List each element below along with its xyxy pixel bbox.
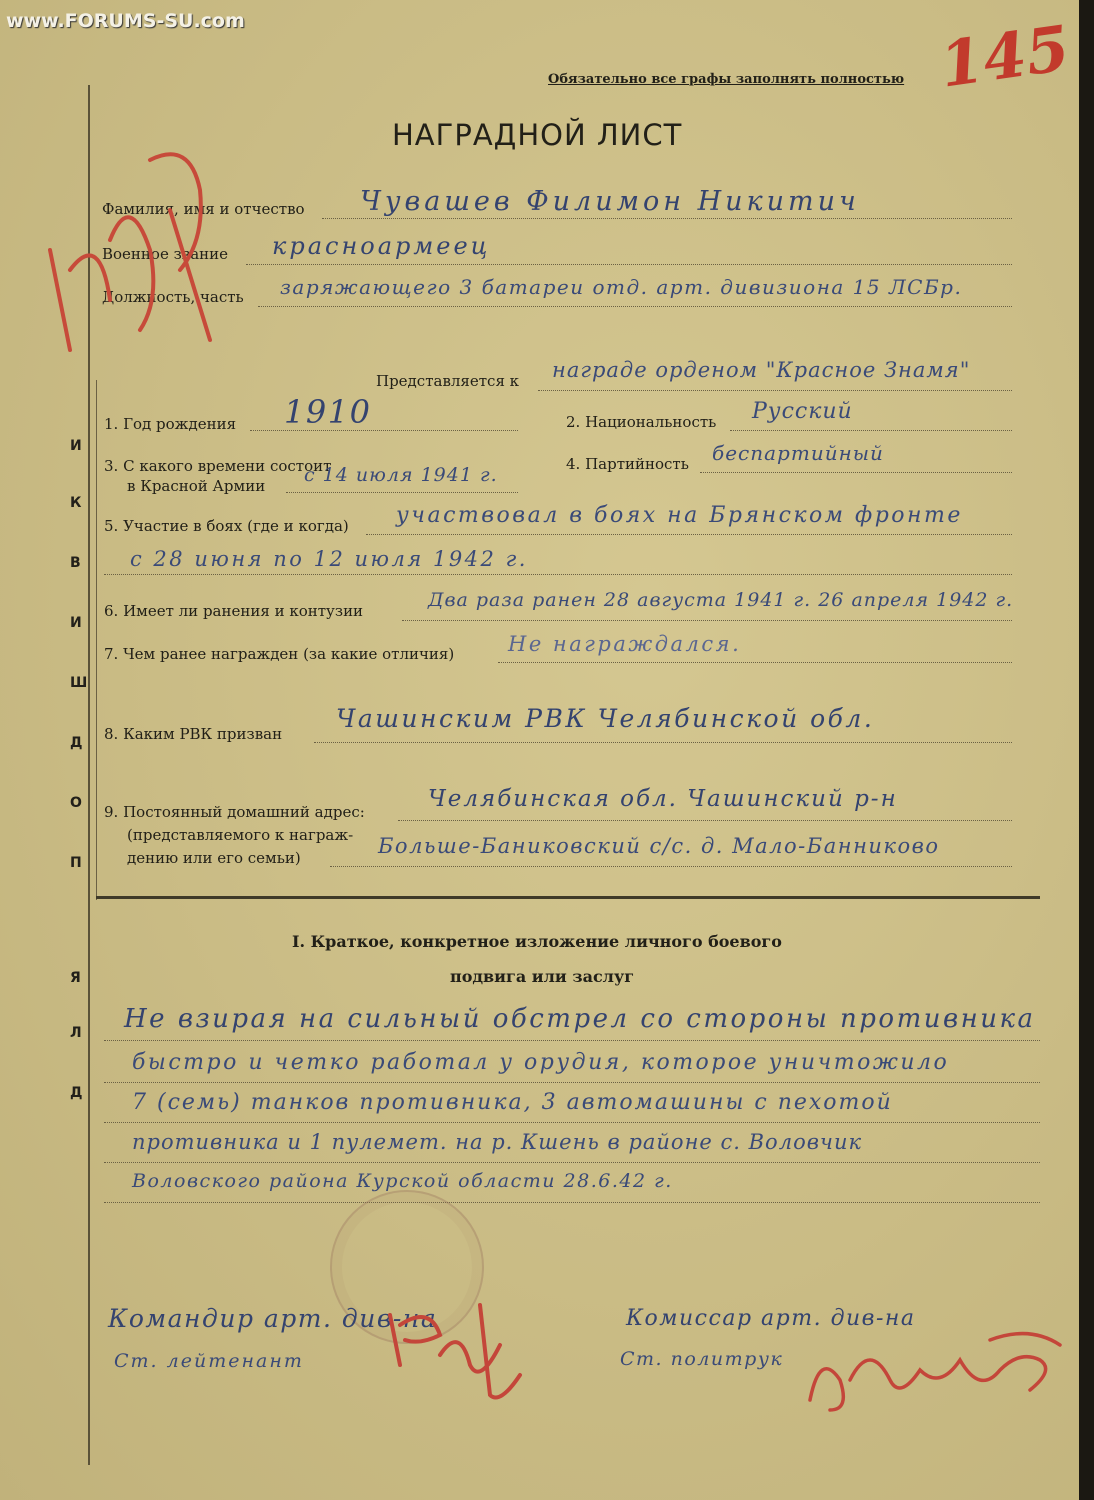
scan-edge [1079, 0, 1094, 1500]
commissar-signature [790, 1320, 1070, 1430]
rvk-underline [314, 742, 1012, 743]
rank-value: красноармеец [272, 232, 491, 260]
feat-line: Не взирая на сильный обстрел со стороны противника [124, 1004, 1036, 1034]
side-letter: К [70, 495, 82, 511]
position-label: Должность, часть [102, 288, 244, 306]
address-label-2: (представляемого к награж- [127, 826, 354, 844]
red-margin-mark [30, 130, 220, 370]
section-title-line-1: I. Краткое, конкретное изложение личного боевого [292, 932, 782, 951]
feat-line-rule [104, 1040, 1040, 1041]
service-value: с 14 июля 1941 г. [304, 464, 498, 486]
address-underline-2 [330, 866, 1012, 867]
party-value: беспартийный [712, 441, 884, 465]
rvk-label: 8. Каким РВК призван [104, 725, 283, 743]
feat-line: быстро и четко работал у орудия, которое уничтожило [132, 1050, 950, 1075]
address-label-3: дению или его семьи) [127, 849, 301, 867]
battles-underline-1 [366, 534, 1012, 535]
prior-awards-underline [498, 662, 1012, 663]
award-label: Представляется к [376, 372, 520, 390]
side-letter: И [70, 615, 82, 631]
service-underline [286, 492, 518, 493]
side-letter: П [70, 855, 82, 871]
nationality-value: Русский [752, 399, 853, 424]
nationality-underline [730, 430, 1012, 431]
side-letter: Л [70, 1025, 82, 1041]
commissar-title: Комиссар арт. див-на [626, 1306, 916, 1331]
rvk-value: Чашинским РВК Челябинской обл. [336, 704, 875, 733]
address-label-1: 9. Постоянный домашний адрес: [104, 803, 365, 821]
party-underline [700, 472, 1012, 473]
birth-label: 1. Год рождения [104, 415, 237, 433]
rank-underline [246, 264, 1012, 265]
commissar-rank: Ст. политрук [620, 1348, 784, 1370]
award-value: награде орденом "Красное Знамя" [552, 358, 971, 382]
feat-line: противника и 1 пулемет. на р. Кшень в районе с. Воловчик [132, 1130, 863, 1154]
prior-awards-label: 7. Чем ранее награжден (за какие отличия) [104, 645, 455, 663]
wounds-label: 6. Имеет ли ранения и контузии [104, 602, 364, 620]
notice-text: Обязательно все графы заполнять полностью [548, 72, 905, 87]
section-divider [96, 896, 1040, 899]
address-value-1: Челябинская обл. Чашинский р-н [428, 786, 898, 812]
prior-awards-value: Не награждался. [508, 632, 742, 656]
commander-rank: Ст. лейтенант [114, 1350, 304, 1372]
side-letter: И [70, 438, 82, 454]
feat-line-rule [104, 1082, 1040, 1083]
address-value-2: Больше-Баниковский с/с. д. Мало-Банниково [378, 834, 940, 858]
feat-line-rule [104, 1122, 1040, 1123]
feat-line-rule [104, 1162, 1040, 1163]
address-underline-1 [398, 820, 1012, 821]
feat-line: Воловского района Курской области 28.6.42 г. [132, 1170, 673, 1192]
birth-value: 1910 [284, 393, 372, 431]
award-underline [538, 390, 1012, 391]
nationality-label: 2. Национальность [566, 413, 717, 431]
battles-underline-2 [104, 574, 1012, 575]
battles-value-2: с 28 июня по 12 июля 1942 г. [130, 547, 528, 571]
section-title-line-2: подвига или заслуг [450, 967, 635, 986]
service-label-2: в Красной Армии [127, 477, 266, 495]
page-title: НАГРАДНОЙ ЛИСТ [392, 118, 683, 152]
feat-line-rule [104, 1202, 1040, 1203]
battles-value-1: участвовал в боях на Брянском фронте [396, 503, 963, 528]
name-value: Чувашев Филимон Никитич [360, 186, 860, 217]
feat-line: 7 (семь) танков противника, 3 автомашины с пехотой [132, 1090, 893, 1115]
rank-label: Военное звание [102, 245, 229, 263]
watermark: www.FORUMS-SU.com [6, 10, 245, 32]
position-underline [258, 306, 1012, 307]
name-underline [322, 218, 1012, 219]
side-letter: Ш [70, 675, 88, 691]
position-value: заряжающего 3 батареи отд. арт. дивизиона 15 ЛСБр. [280, 275, 963, 299]
name-label: Фамилия, имя и отчество [102, 200, 305, 218]
wounds-value: Два раза ранен 28 августа 1941 г. 26 апреля 1942 г. [428, 589, 1014, 611]
side-letter: О [70, 795, 82, 811]
side-letter: Д [70, 735, 83, 751]
service-label-1: 3. С какого времени состоит [104, 457, 332, 475]
party-label: 4. Партийность [566, 455, 689, 473]
side-letter: В [70, 555, 81, 571]
commander-title: Командир арт. див-на [108, 1304, 438, 1333]
side-letter: Д [70, 1085, 83, 1101]
wounds-underline [402, 620, 1012, 621]
commander-signature [380, 1285, 530, 1415]
margin-line-thin [96, 380, 97, 900]
archive-number: 145 [935, 11, 1074, 102]
side-letter: Я [70, 970, 81, 986]
battles-label: 5. Участие в боях (где и когда) [104, 517, 349, 535]
